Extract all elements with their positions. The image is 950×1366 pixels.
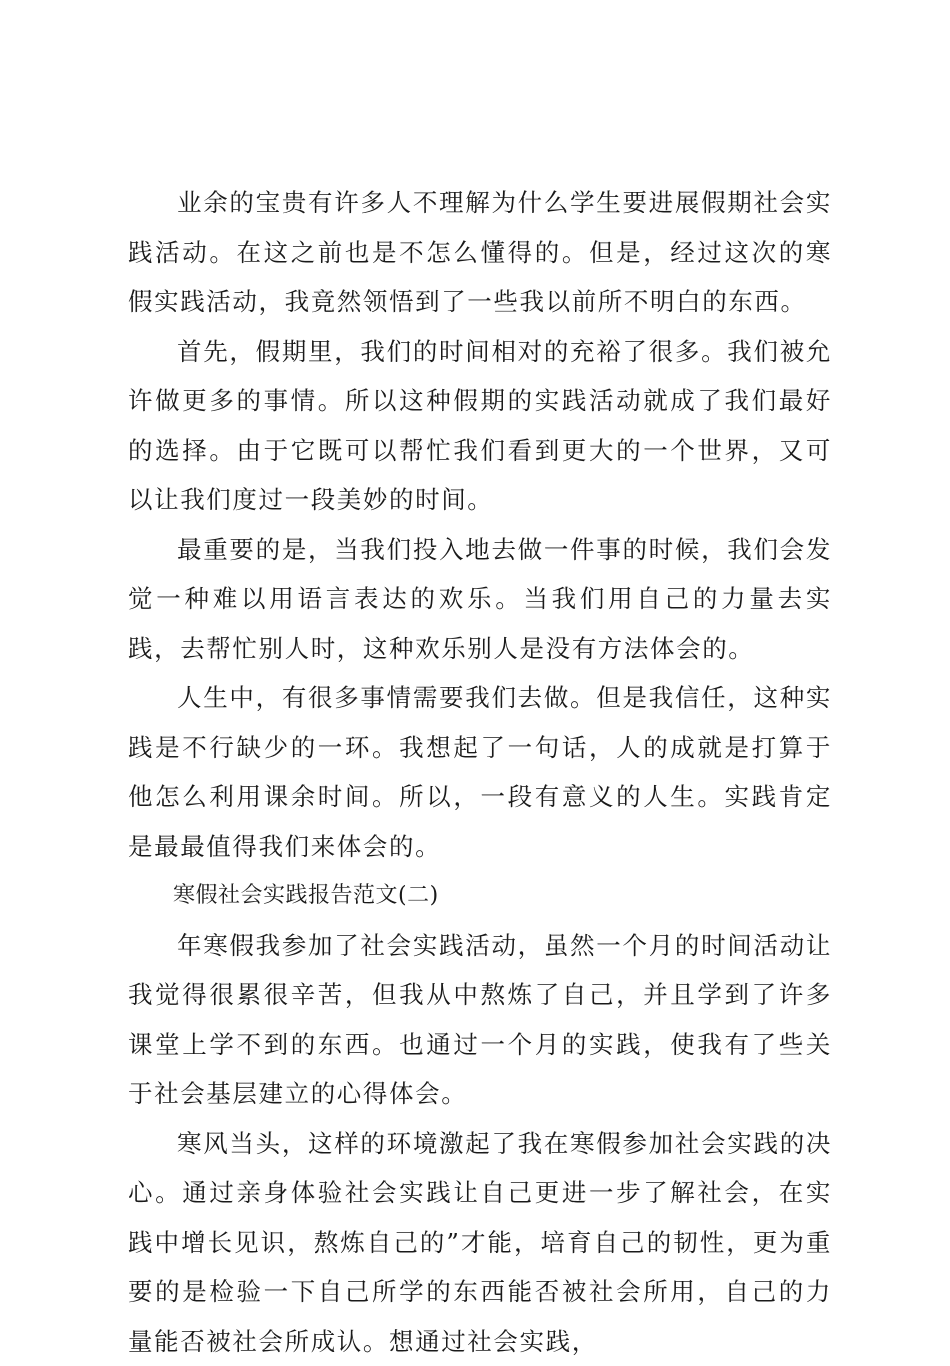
document-body xyxy=(128,178,832,1366)
paragraph-4: 人生中，有很多事情需要我们去做。但是我信任，这种实践是不行缺少的一环。我想起了一句话，人的成就是打算于他怎么利用课余时间。所以，一段有意义的人生。实践肯定是最最值得我们来体会的。 xyxy=(128,673,832,871)
paragraph-1: 业余的宝贵有许多人不理解为什么学生要进展假期社会实践活动。在这之前也是不怎么懂得的。但是，经过这次的寒假实践活动，我竟然领悟到了一些我以前所不明白的东西。 xyxy=(128,178,832,327)
paragraph-3: 最重要的是，当我们投入地去做一件事的时候，我们会发觉一种难以用语言表达的欢乐。当我们用自己的力量去实践，去帮忙别人时，这种欢乐别人是没有方法体会的。 xyxy=(128,525,832,674)
paragraph-2: 首先，假期里，我们的时间相对的充裕了很多。我们被允许做更多的事情。所以这种假期的实践活动就成了我们最好的选择。由于它既可以帮忙我们看到更大的一个世界，又可以让我们度过一段美妙的时间。 xyxy=(128,327,832,525)
paragraph-5: 年寒假我参加了社会实践活动，虽然一个月的时间活动让我觉得很累很辛苦，但我从中熬炼了自己，并且学到了许多课堂上学不到的东西。也通过一个月的实践，使我有了些关于社会基层建立的心得体会。 xyxy=(128,921,832,1119)
section-heading: 寒假社会实践报告范文(二) xyxy=(128,871,832,921)
paragraph-6: 寒风当头，这样的环境激起了我在寒假参加社会实践的决心。通过亲身体验社会实践让自己更进一步了解社会，在实践中增长见识，熬炼自己的”才能，培育自己的韧性，更为重要的是检验一下自己所学的东西能否被社会所用，自己的力量能否被社会所成认。想通过社会实践， xyxy=(128,1119,832,1366)
